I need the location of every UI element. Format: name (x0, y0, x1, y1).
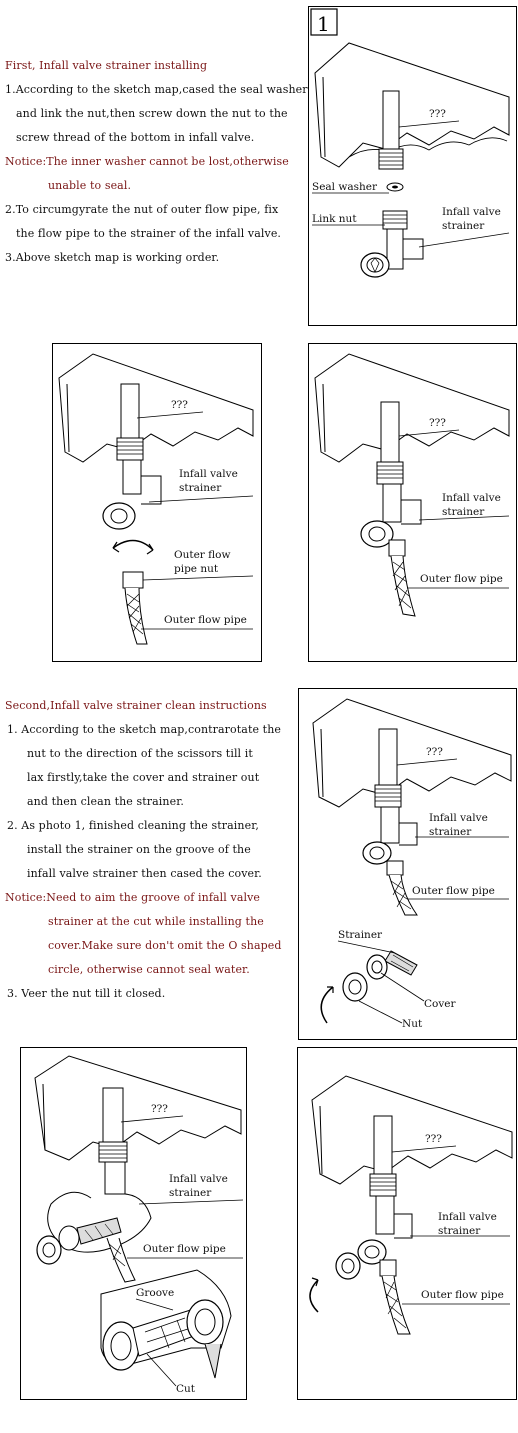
section1-notice-cont: unable to seal. (48, 179, 132, 192)
label-infall-valve: Infall valve (429, 812, 488, 824)
label-outer-flow: Outer flow (174, 549, 231, 561)
diagram-illustration (21, 1048, 248, 1401)
label-outer-flow-pipe: Outer flow pipe (421, 1289, 504, 1301)
diagram-panel-2 (52, 343, 262, 662)
section1-line: and link the nut,then screw down the nut to the (16, 107, 288, 120)
section2-line: 2. As photo 1, finished cleaning the strainer, (7, 819, 259, 832)
section2-line: 3. Veer the nut till it closed. (7, 987, 166, 1000)
diagram-panel-6 (297, 1047, 517, 1400)
label-infall-valve: Infall valve (169, 1173, 228, 1185)
label-groove: Groove (136, 1287, 175, 1299)
step-number: 1 (317, 12, 330, 36)
section2-line: install the strainer on the groove of the (27, 843, 251, 856)
label-infall-valve: Infall valve (438, 1211, 497, 1223)
label-strainer: strainer (179, 482, 222, 494)
section2-line: lax firstly,take the cover and strainer out (27, 771, 260, 784)
diagram-panel-3 (308, 343, 517, 662)
section2-notice-cont: strainer at the cut while installing the (48, 915, 264, 928)
diagram-illustration (309, 7, 518, 327)
label-outer-flow-pipe: Outer flow pipe (412, 885, 495, 897)
label-seal-washer: Seal washer (312, 181, 377, 193)
section2-notice-cont: cover.Make sure don't omit the O shaped (48, 939, 282, 952)
label-strainer: strainer (429, 826, 472, 838)
label-strainer: strainer (442, 506, 485, 518)
label-cut: Cut (176, 1383, 196, 1395)
diagram-illustration (299, 689, 518, 1041)
label-unknown: ??? (151, 1103, 168, 1115)
label-nut: Nut (402, 1018, 423, 1030)
section2-title: Second,Infall valve strainer clean instructions (5, 699, 267, 712)
section1-line: screw thread of the bottom in infall valve. (16, 131, 255, 144)
diagram-panel-5 (20, 1047, 247, 1400)
diagram-panel-1 (308, 6, 517, 326)
label-strainer-part: Strainer (338, 929, 383, 941)
diagram-illustration (298, 1048, 518, 1401)
label-infall-valve: Infall valve (442, 206, 501, 218)
section1-line: 1.According to the sketch map,cased the seal washer (5, 83, 308, 96)
label-strainer: strainer (169, 1187, 212, 1199)
section1-notice: Notice:The inner washer cannot be lost,otherwise (5, 155, 289, 168)
label-infall-valve: Infall valve (442, 492, 501, 504)
section2-line: and then clean the strainer. (27, 795, 184, 808)
section1-line: the flow pipe to the strainer of the infall valve. (16, 227, 282, 240)
label-link-nut: Link nut (312, 213, 357, 225)
label-strainer: strainer (442, 220, 485, 232)
label-unknown: ??? (429, 108, 446, 120)
diagram-illustration (53, 344, 263, 663)
label-infall-valve: Infall valve (179, 468, 238, 480)
label-outer-flow-pipe: Outer flow pipe (164, 614, 247, 626)
section2-line: 1. According to the sketch map,contrarotate the (7, 723, 281, 736)
label-strainer: strainer (438, 1225, 481, 1237)
section1-title: First, Infall valve strainer installing (5, 59, 208, 72)
section2-notice: Notice:Need to aim the groove of infall valve (5, 891, 261, 904)
label-pipe-nut: pipe nut (174, 563, 219, 575)
label-unknown: ??? (426, 746, 443, 758)
section1-line: 2.To circumgyrate the nut of outer flow pipe, fix (5, 203, 279, 216)
diagram-illustration (309, 344, 518, 663)
section2-line: infall valve strainer then cased the cover. (27, 867, 262, 880)
label-unknown: ??? (425, 1133, 442, 1145)
label-outer-flow-pipe: Outer flow pipe (420, 573, 503, 585)
label-unknown: ??? (429, 417, 446, 429)
label-cover: Cover (424, 998, 456, 1010)
diagram-panel-4 (298, 688, 517, 1040)
label-unknown: ??? (171, 399, 188, 411)
label-outer-flow-pipe: Outer flow pipe (143, 1243, 226, 1255)
section2-line: nut to the direction of the scissors till it (27, 747, 253, 760)
section2-notice-cont: circle, otherwise cannot seal water. (48, 963, 250, 976)
section1-line: 3.Above sketch map is working order. (5, 251, 220, 264)
